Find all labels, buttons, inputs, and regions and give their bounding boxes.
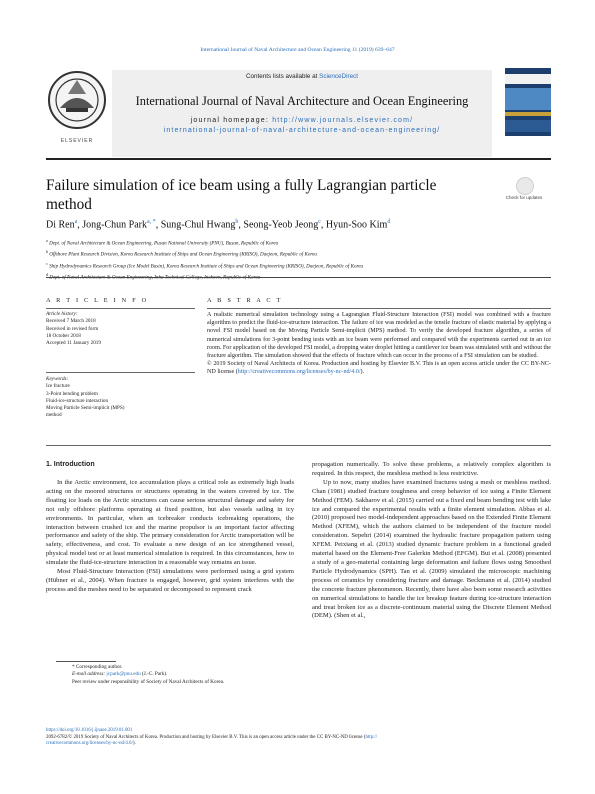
keyword-item: method xyxy=(46,412,62,419)
footer-license-end: ). xyxy=(132,741,136,747)
author-sup[interactable]: c xyxy=(318,219,321,225)
article-info-heading: A R T I C L E I N F O xyxy=(46,297,149,304)
affiliation-text: Dept. of Naval Architecture & Ocean Engineering, Pusan National University (PNU), Busan, Republic of Korea xyxy=(49,240,279,247)
abstract-text: A realistic numerical simulation technology using a Lagrangian Fluid-Structure Interaction (FSI) model was combined with a fracture algorithm to predict the fluid-ice-structure interaction. The failure of ice was modeled as the tensile fracture of elastic material by applying a novel FSI model based on the Moving Particle Semi-implicit (MPS) method. To verify the developed fracture algorithm, a series of numerical simulations for 3-point bending tests with an ice beam were performed and compared with the experiments carried out in an ice room. For application of the developed FSI model, a dropping water droplet hitting a cantilever ice beam was simulated with and without the fracture algorithm. The simulation showed that the effects of fracture which can occur in the process of a FSI simulation can be studied. xyxy=(207,312,551,360)
author-name[interactable]: Jong-Chun Park xyxy=(82,219,148,231)
journal-seal-logo xyxy=(46,68,108,136)
check-for-updates-badge[interactable] xyxy=(505,177,543,211)
keywords-label: Keywords: xyxy=(46,376,69,382)
article-info-divider xyxy=(46,372,195,373)
body-column-right xyxy=(312,461,551,621)
footnote-rule xyxy=(56,661,116,662)
author-name[interactable]: Sung-Chul Hwang xyxy=(160,219,236,231)
footer-license xyxy=(46,735,551,748)
header-rule xyxy=(46,158,551,160)
body-paragraph: Most Fluid-Structure Interaction (FSI) simulations were performed using a grid system (Hübner et al., 2004). When fracture is engaged, however, grid system interferes with the process and the meshes need to be separated or decomposed to represent crack xyxy=(46,568,294,593)
author-list: Di Ren$^a$, Jong-Chun Park$^{a, *}$, Sung-Chul Hwang$^b$, Seong-Yeob Jeong$^c$, Hyun-Soo Kim$^d$ xyxy=(46,219,391,231)
body-column-left xyxy=(46,479,294,595)
journal-citation[interactable]: International Journal of Naval Architecture and Ocean Engineering 11 (2019) 639–647 xyxy=(200,47,395,53)
homepage-label: journal homepage: xyxy=(190,117,273,124)
affiliation-sup: a xyxy=(46,238,48,243)
email-label: E-mail address: xyxy=(72,671,107,678)
keywords xyxy=(46,376,195,420)
check-updates-label: Check for updates xyxy=(505,195,543,200)
journal-homepage xyxy=(112,117,492,124)
history-item: Accepted 11 January 2019 xyxy=(46,340,101,347)
footer-license-link[interactable]: http:// xyxy=(365,734,378,740)
section-heading-introduction: 1. Introduction xyxy=(46,461,95,468)
affiliation-item xyxy=(46,248,546,259)
body-paragraph: Up to now, many studies have examined fractures using a mesh or meshless method. Chan (1981) studied fracture toughness and creep behavior of ice using a Finite Element Method (FEM). Sakharov et al. (2015) carried out a fixed end beam bending test with lake ice and compared the experimental results with a finite element simulation. Abbas et al. (2010) proposed two model-independent approaches based on the Extended Finite Element Method (XFEM), which the authors claimed to be independent of the fracture model consideration. Sepehri (2014) examined the hydraulic fracture propagation pattern using XFEM. Peixiang et al. (2013) studied dynamic fracture problem in a functional graded material based on the Element-Free Galerkin Method (EFGM). Bui et al. (2008) presented a study of a geo-material containing large deformation and failure flows using Smoothed Particle Hydrodynamics (SPH). Tan et al. (2009) simulated the microscopic machining process of ceramics by considering fracture and damage. Beckmann et al. (2014) studied the concrete fracture phenomenon. Recently, there have also been some research activities on numerical simulations to handle the ice breakup feature during ice-structure interaction and treat broken ice as a discrete-continuum material using the Discrete Element Method (DEM). (Shen et al., xyxy=(312,478,551,620)
peer-review-note: Peer review under responsibility of Society of Naval Architects of Korea. xyxy=(72,678,225,685)
corresponding-author-note: * Corresponding author. xyxy=(72,664,123,670)
copyright-end: ). xyxy=(360,369,365,376)
email-suffix: (J.-C. Park). xyxy=(140,671,168,678)
history-item: Received 7 March 2018 xyxy=(46,318,96,325)
abstract-heading: A B S T R A C T xyxy=(207,297,283,304)
body-paragraph: In the Arctic environment, ice accumulation plays a critical role as extremely high loads acting on the moored structures or structures operating in the waters covered by ice. The floating ice loads on the Arctic structures can cause serious structural damage and safety for not only offshore platforms operating at fixed position, but also vessels sailing in icy environments. In particular, when an icebreaker conducts icebreaking operations, the interaction between crushed ice and the marine propulsor is an important factor affecting performance and safety of the ship. The primary consideration for Arctic transportation will be safety, effectiveness, and cost. To evaluate a new design of an ice strengthened vessel, physical model test or at least numerical simulation is required. In this circumstances, how to simulate the fluid-ice-structure interaction in a reasonable way remains an issue. xyxy=(46,479,294,567)
article-title: Failure simulation of ice beam using a fully Lagrangian particle method xyxy=(46,177,437,213)
footer-license-link-continued[interactable]: creativecommons.org/licenses/by-nc-nd/4.0/ xyxy=(46,741,133,747)
license-link[interactable]: http://creativecommons.org/licenses/by-nc-nd/4.0/ xyxy=(237,369,361,376)
homepage-link-continued[interactable]: international-journal-of-naval-architecture-and-ocean-engineering/ xyxy=(163,127,441,134)
body-paragraph: propagation numerically. To solve these problems, a relatively complex algorithm is required. In this respect, the meshless method is less restrictive. xyxy=(312,461,551,477)
author-sup[interactable]: d xyxy=(387,219,391,225)
author-sup[interactable]: a, * xyxy=(147,219,156,225)
history-label: Article history: xyxy=(46,311,78,317)
article-history xyxy=(46,311,195,347)
author-name[interactable]: Seong-Yeob Jeong xyxy=(243,219,319,231)
journal-title: International Journal of Naval Architecture and Ocean Engineering xyxy=(135,94,469,108)
keyword-item: Fluid-ice-structure interaction xyxy=(46,397,109,404)
author-name[interactable]: Hyun-Soo Kim xyxy=(325,219,388,231)
journal-cover-image[interactable] xyxy=(505,68,551,136)
check-updates-icon xyxy=(516,177,534,195)
abstract-body xyxy=(207,311,551,377)
author-sup[interactable]: b xyxy=(235,219,239,225)
elsevier-label: ELSEVIER xyxy=(60,138,94,144)
email-link[interactable]: jcpark@pnu.edu xyxy=(106,671,141,678)
abstract-rule xyxy=(207,308,551,309)
author-sup[interactable]: a xyxy=(74,219,78,225)
homepage-link[interactable]: http://www.journals.elsevier.com/ xyxy=(272,117,414,124)
contents-prefix: Contents lists available at xyxy=(245,73,320,80)
affiliation-sup: d xyxy=(46,271,48,277)
affiliations xyxy=(46,237,546,282)
keyword-item: 3-Point bending problem xyxy=(46,390,98,397)
author-name[interactable]: Di Ren xyxy=(46,219,75,231)
page-footer xyxy=(46,728,551,748)
keyword-item: Ice fracture xyxy=(46,383,70,390)
doi-link[interactable]: https://doi.org/10.1016/j.ijnaoe.2019.01.001 xyxy=(46,728,133,733)
history-item: 18 October 2018 xyxy=(46,332,81,339)
keyword-item: Moving Particle Semi-implicit (MPS) xyxy=(46,405,125,412)
section-rule xyxy=(46,277,551,278)
section-rule-bottom xyxy=(46,445,551,446)
contents-line xyxy=(112,73,492,80)
abstract-copyright xyxy=(207,360,551,376)
affiliation-sup: c xyxy=(46,260,48,266)
sciencedirect-link[interactable]: ScienceDirect xyxy=(319,73,358,80)
copyright-text: © 2019 Society of Naval Architects of Korea. Production and hosting by Elsevier B.V. This is an open access article under the CC BY-NC-ND license ( xyxy=(207,361,551,376)
history-item: Received in revised form xyxy=(46,325,99,332)
footnotes xyxy=(72,664,302,686)
affiliation-text: Ship Hydrodynamics Research Group (Ice Model Basin), Korea Research Institute of Ships and Ocean Engineering (KRISO), Daejeon, Republic of Korea xyxy=(49,263,364,270)
footer-license-text: 2092-6782/© 2019 Society of Naval Architects of Korea. Production and hosting by Elsevier B.V. This is an open access article under the CC BY-NC-ND license ( xyxy=(46,734,366,740)
affiliation-sup: b xyxy=(46,249,48,255)
affiliation-item xyxy=(46,237,546,248)
article-info-rule xyxy=(46,308,195,309)
affiliation-text: Offshore Plant Research Division, Korea Research Institute of Ships and Ocean Engineering (KRISO), Daejeon, Republic of Korea xyxy=(49,251,317,258)
email-note xyxy=(72,671,302,678)
journal-header-panel xyxy=(112,70,492,157)
affiliation-item xyxy=(46,260,546,271)
